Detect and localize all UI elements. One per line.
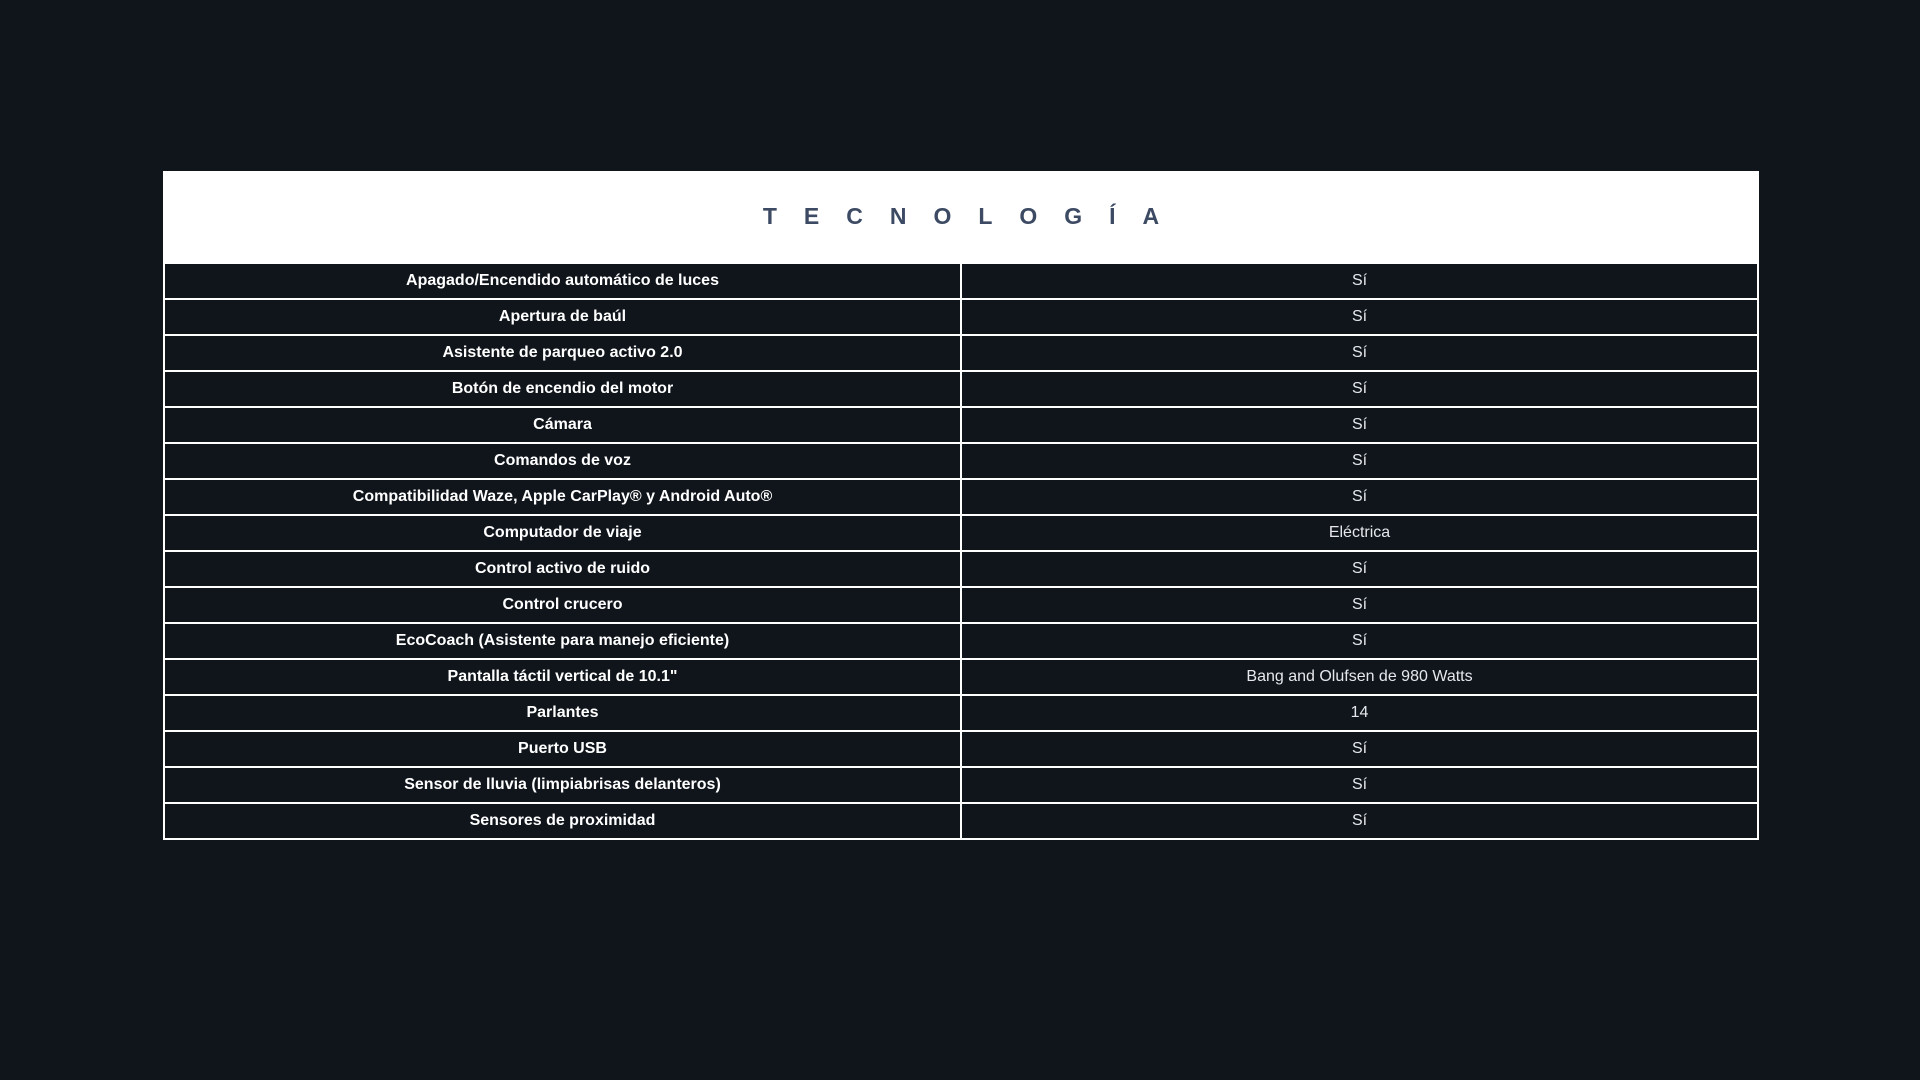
value-cell: Sí [961,371,1758,407]
value-cell: Sí [961,407,1758,443]
table-row [164,443,1758,479]
feature-cell: Computador de viaje [164,515,961,551]
value-cell: Bang and Olufsen de 980 Watts [961,659,1758,695]
table-row [164,731,1758,767]
feature-cell: Apertura de baúl [164,299,961,335]
table-row [164,335,1758,371]
section-header [163,171,1759,262]
value-cell: 14 [961,695,1758,731]
table-row [164,263,1758,299]
spec-table [163,262,1759,840]
value-cell: Sí [961,767,1758,803]
value-cell: Sí [961,623,1758,659]
feature-cell: Comandos de voz [164,443,961,479]
feature-cell: Control crucero [164,587,961,623]
value-cell: Sí [961,731,1758,767]
table-row [164,515,1758,551]
value-cell: Sí [961,263,1758,299]
feature-cell: Control activo de ruido [164,551,961,587]
value-cell: Sí [961,551,1758,587]
table-row [164,407,1758,443]
feature-cell: Apagado/Encendido automático de luces [164,263,961,299]
feature-cell: Botón de encendio del motor [164,371,961,407]
value-cell: Eléctrica [961,515,1758,551]
table-row [164,695,1758,731]
table-row [164,623,1758,659]
feature-cell: Cámara [164,407,961,443]
value-cell: Sí [961,587,1758,623]
feature-cell: Asistente de parqueo activo 2.0 [164,335,961,371]
table-row [164,479,1758,515]
value-cell: Sí [961,443,1758,479]
feature-cell: Compatibilidad Waze, Apple CarPlay® y Android Auto® [164,479,961,515]
feature-cell: EcoCoach (Asistente para manejo eficiente) [164,623,961,659]
table-row [164,551,1758,587]
value-cell: Sí [961,299,1758,335]
spec-sheet [163,171,1759,840]
value-cell: Sí [961,335,1758,371]
feature-cell: Puerto USB [164,731,961,767]
feature-cell: Sensor de lluvia (limpiabrisas delanteros) [164,767,961,803]
feature-cell: Sensores de proximidad [164,803,961,839]
value-cell: Sí [961,479,1758,515]
table-row [164,371,1758,407]
table-row [164,659,1758,695]
table-row [164,587,1758,623]
value-cell: Sí [961,803,1758,839]
table-row [164,299,1758,335]
table-row [164,803,1758,839]
feature-cell: Pantalla táctil vertical de 10.1" [164,659,961,695]
section-title: TECNOLOGÍA [762,203,1187,229]
feature-cell: Parlantes [164,695,961,731]
table-row [164,767,1758,803]
spec-table-body [164,263,1758,839]
